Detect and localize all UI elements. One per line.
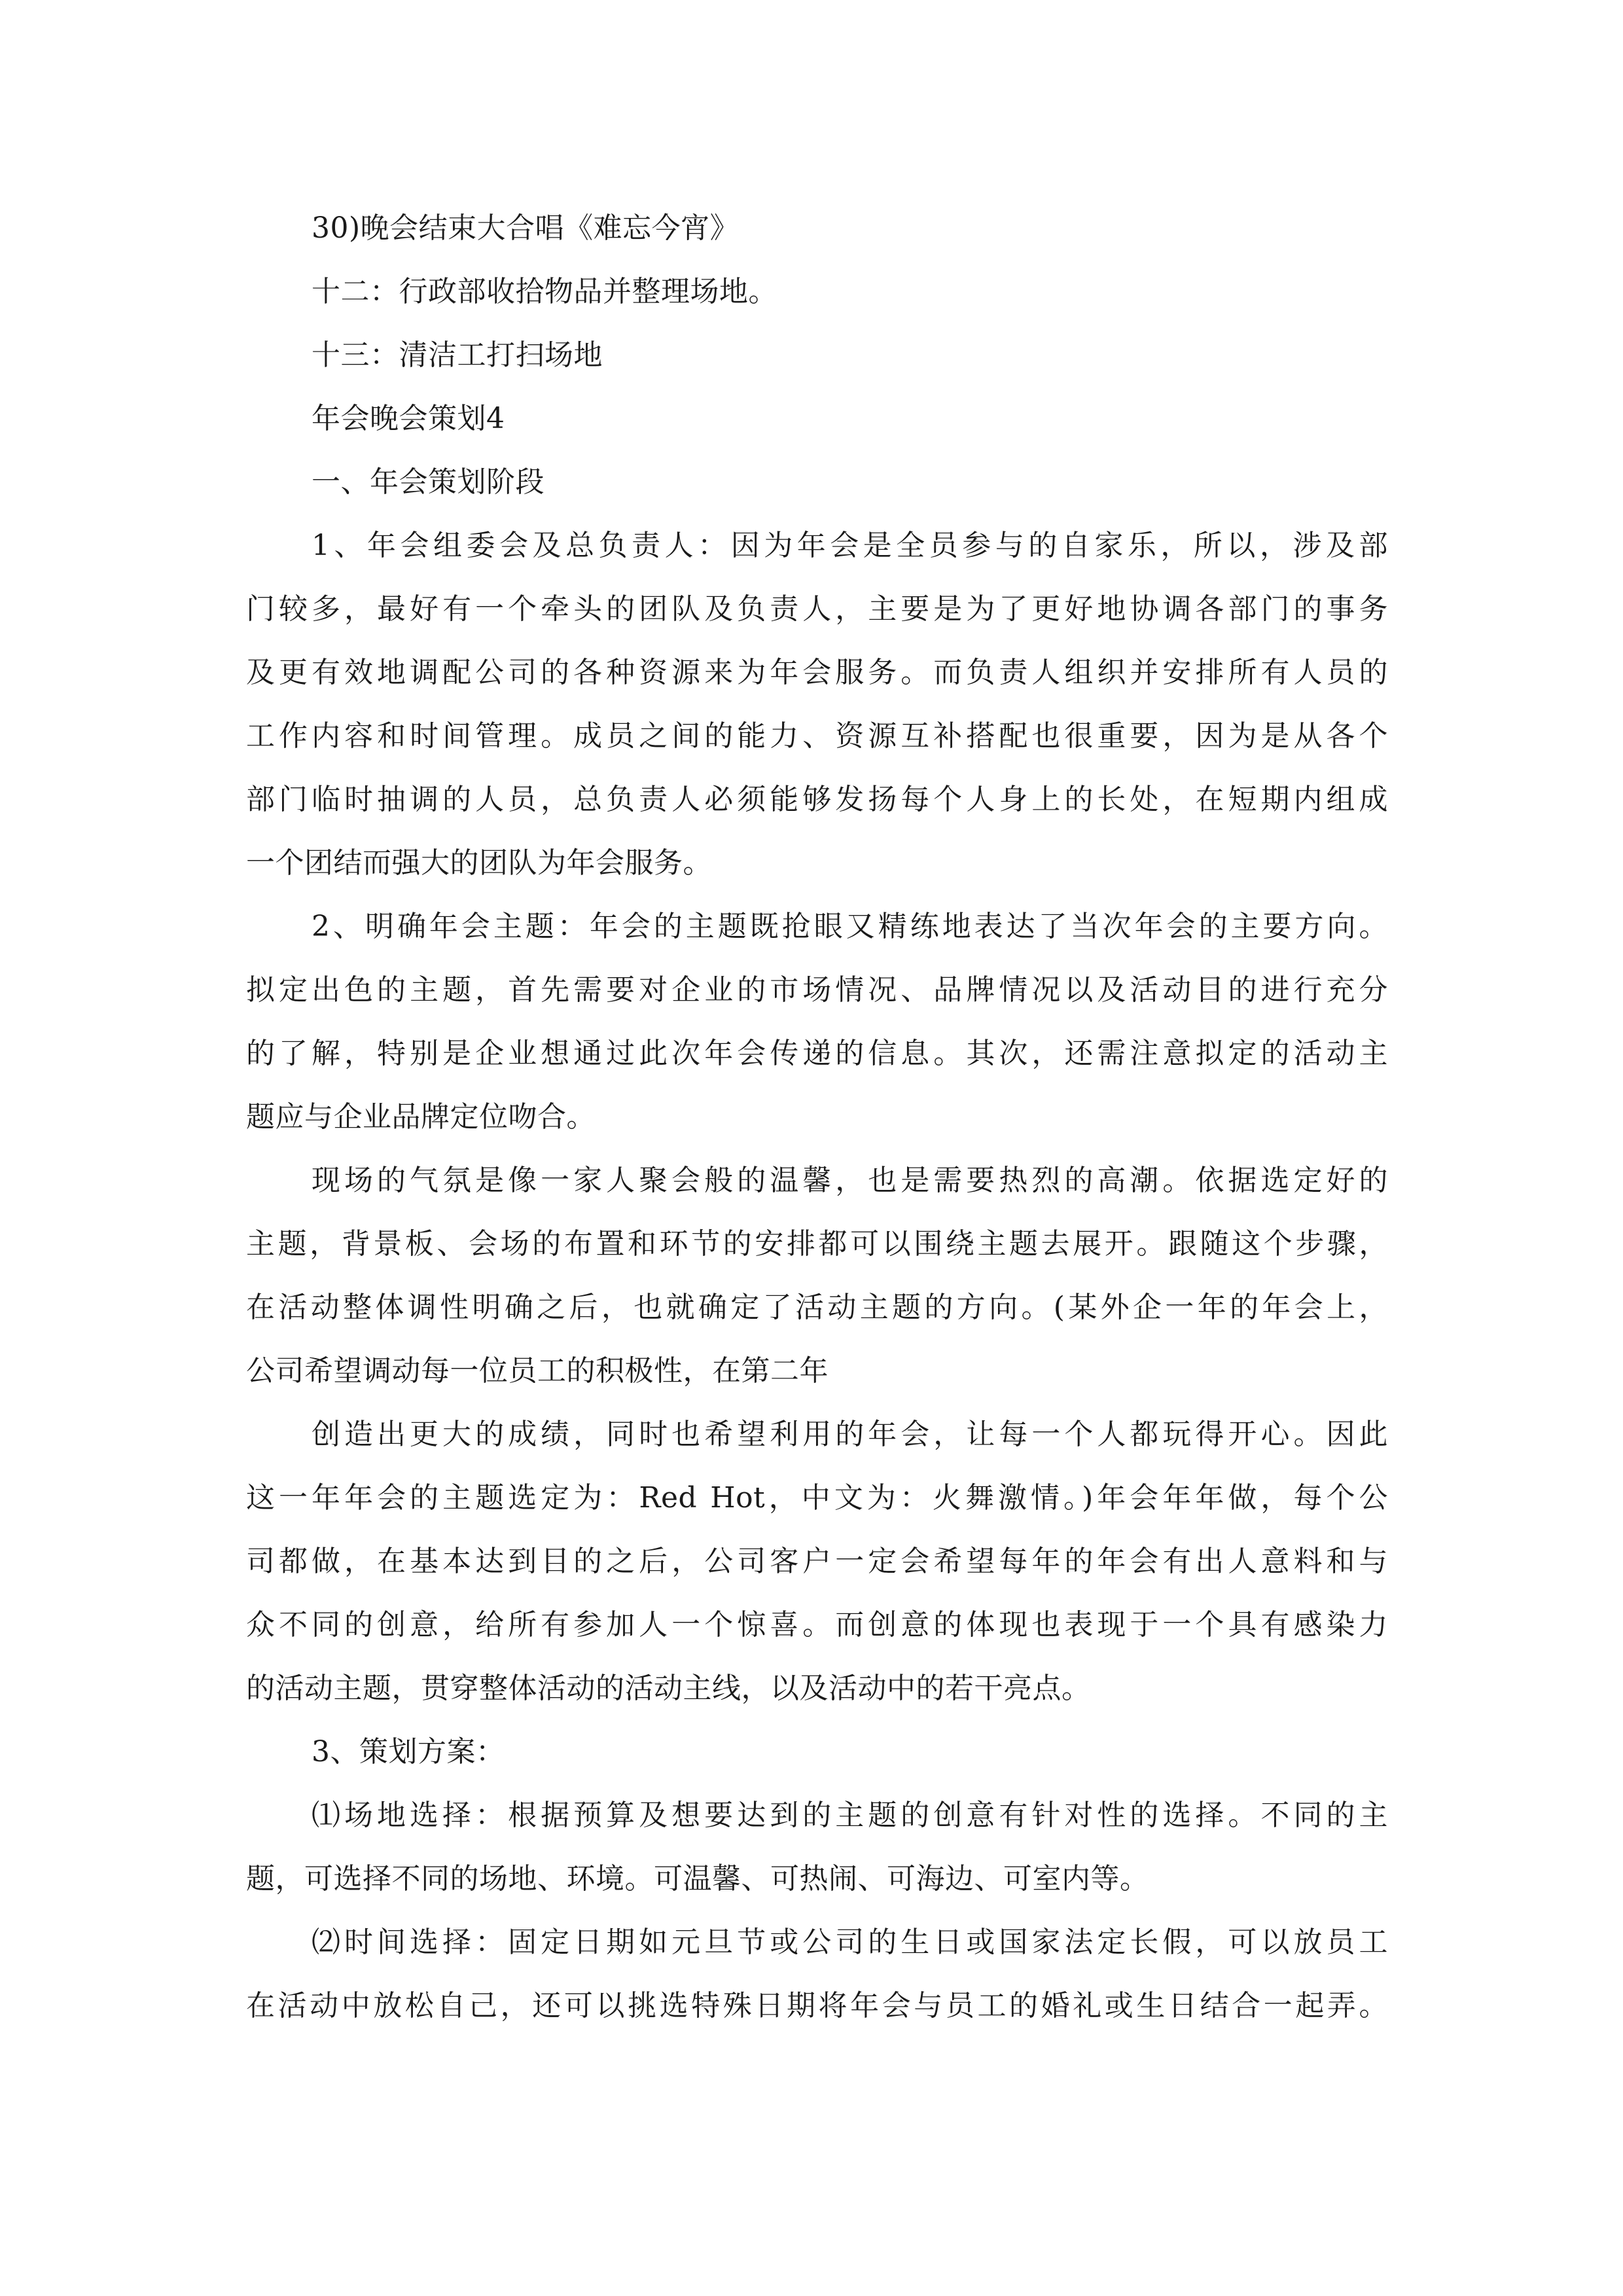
- text-line: ⑴场地选择：根据预算及想要达到的主题的创意有针对性的选择。不同的主: [312, 1799, 1388, 1832]
- text-line: 题应与企业品牌定位吻合。: [246, 1100, 596, 1134]
- text-line: ⑵时间选择：固定日期如元旦节或公司的生日或国家法定长假，可以放员工: [312, 1926, 1388, 1959]
- text-line: 现场的气氛是像一家人聚会般的温馨，也是需要热烈的高潮。依据选定好的: [312, 1164, 1388, 1197]
- text-line: 拟定出色的主题，首先需要对企业的市场情况、品牌情况以及活动目的进行充分: [246, 973, 1388, 1007]
- text-line: 主题，背景板、会场的布置和环节的安排都可以围绕主题去展开。跟随这个步骤，: [246, 1227, 1388, 1261]
- document-body: [246, 196, 1388, 2037]
- text-line: 工作内容和时间管理。成员之间的能力、资源互补搭配也很重要，因为是从各个: [246, 719, 1388, 753]
- text-line: 公司希望调动每一位员工的积极性，在第二年: [246, 1354, 829, 1388]
- section-heading: 3、策划方案：: [312, 1735, 505, 1768]
- text-line: 30)晚会结束大合唱《难忘今宵》: [312, 211, 740, 245]
- text-line: 的了解，特别是企业想通过此次年会传递的信息。其次，还需注意拟定的活动主: [246, 1037, 1388, 1070]
- text-line: 及更有效地调配公司的各种资源来为年会服务。而负责人组织并安排所有人员的: [246, 656, 1388, 689]
- text-line: 一个团结而强大的团队为年会服务。: [246, 846, 712, 880]
- text-line: 题，可选择不同的场地、环境。可温馨、可热闹、可海边、可室内等。: [246, 1862, 1149, 1895]
- text-line: 部门临时抽调的人员，总负责人必须能够发扬每个人身上的长处，在短期内组成: [246, 783, 1388, 816]
- text-line: 门较多，最好有一个牵头的团队及负责人，主要是为了更好地协调各部门的事务: [246, 592, 1388, 626]
- text-line: 在活动中放松自己，还可以挑选特殊日期将年会与员工的婚礼或生日结合一起弄。: [246, 1989, 1388, 2022]
- text-line: 1、年会组委会及总负责人：因为年会是全员参与的自家乐，所以，涉及部: [312, 529, 1388, 562]
- text-line: 的活动主题，贯穿整体活动的活动主线，以及活动中的若干亮点。: [246, 1672, 1091, 1705]
- section-heading: 一、年会策划阶段: [312, 465, 544, 499]
- text-line: 这一年年会的主题选定为：Red Hot，中文为：火舞激情。)年会年年做，每个公: [246, 1481, 1388, 1515]
- text-line: 司都做，在基本达到目的之后，公司客户一定会希望每年的年会有出人意料和与: [246, 1545, 1388, 1578]
- text-line: 创造出更大的成绩，同时也希望利用的年会，让每一个人都玩得开心。因此: [312, 1418, 1388, 1451]
- text-line: 在活动整体调性明确之后，也就确定了活动主题的方向。(某外企一年的年会上，: [246, 1291, 1388, 1324]
- text-line: 众不同的创意，给所有参加人一个惊喜。而创意的体现也表现于一个具有感染力: [246, 1608, 1388, 1641]
- section-title: 年会晚会策划4: [312, 402, 505, 435]
- text-line: 十二：行政部收拾物品并整理场地。: [312, 275, 777, 308]
- text-line: 十三：清洁工打扫场地: [312, 338, 603, 372]
- text-line: 2、明确年会主题：年会的主题既抢眼又精练地表达了当次年会的主要方向。: [312, 910, 1388, 943]
